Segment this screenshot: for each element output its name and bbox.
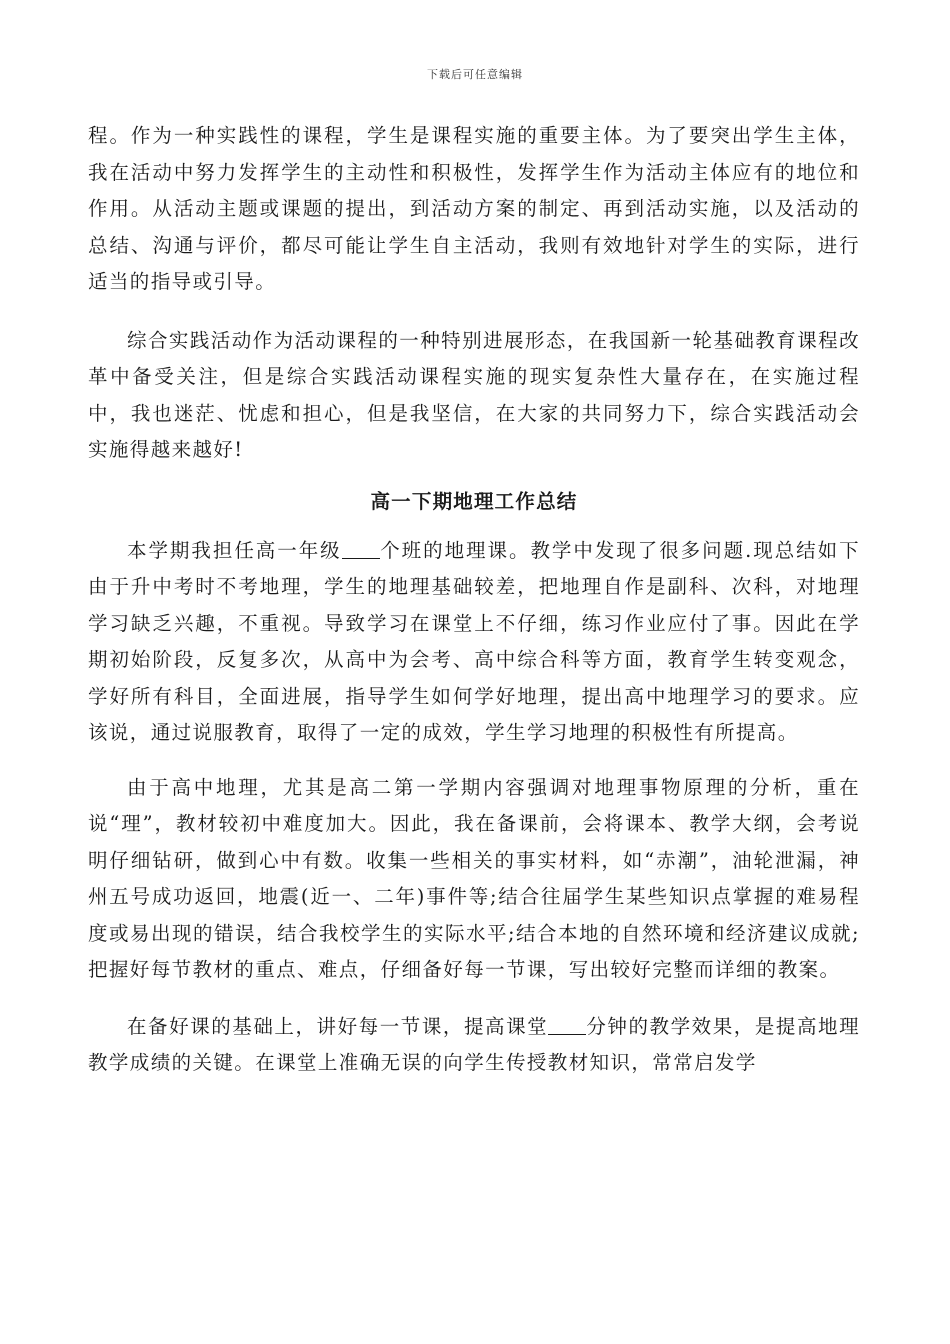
paragraph-continuation: 程。作为一种实践性的课程，学生是课程实施的重要主体。为了要突出学生主体，我在活动中努力发挥学生的主动性和积极性，发挥学生作为活动主体应有的地位和作用。从活动主题或课题的提出，到活动方案的制定、再到活动实施，以及活动的总结、沟通与评价，都尽可能让学生自主活动，我则有效地针对学生的实际，进行适当的指导或引导。 <box>88 124 860 293</box>
page-header-note: 下载后可任意编辑 <box>427 68 523 81</box>
paragraph-text-part: 个班的地理课。教学中发现了很多问题.现总结如下 由于升中考时不考地理，学生的地理基础较差，把地理自作是副科、次科，对地理学习缺乏兴趣，不重视。导致学习在课堂上不仔细，练习作业应付了事。因此在学期初始阶段，反复多次，从高中为会考、高中综合科等方面，教育学生转变观念，学好所有科目，全面进展，指导学生如何学好地理，提出高中地理学习的要求。应该说，通过说服教育，取得了一定的成效，学生学习地理的积极性有所提高。 <box>88 538 860 744</box>
document-body <box>88 118 860 1082</box>
fill-in-blank <box>342 538 380 559</box>
paragraph-practice-summary: 综合实践活动作为活动课程的一种特别进展形态，在我国新一轮基础教育课程改革中备受关注，但是综合实践活动课程实施的现实复杂性大量存在，在实施过程中，我也迷茫、忧虑和担心，但是我坚信，在大家的共同努力下，综合实践活动会实施得越来越好! <box>88 328 860 461</box>
paragraph-text-part: 本学期我担任高一年级 <box>127 538 342 562</box>
section-title: 高一下期地理工作总结 <box>370 489 578 513</box>
paragraph-lesson-preparation: 由于高中地理，尤其是高二第一学期内容强调对地理事物原理的分析，重在说“理”，教材较初中难度加大。因此，我在备课前，会将课本、教学大纲，会考说明仔细钻研，做到心中有数。收集一些相关的事实材料，如“赤潮”，油轮泄漏，神州五号成功返回，地震(近一、二年)事件等;结合往届学生某些知识点掌握的难易程度或易出现的错误，结合我校学生的实际水平;结合本地的自然环境和经济建议成就;把握好每节教材的重点、难点，仔细备好每一节课，写出较好完整而详细的教案。 <box>88 775 860 981</box>
paragraph-classroom-teaching <box>88 1009 860 1082</box>
paragraph-text-part: 分钟的教学效果，是提高地理教学成绩的关键。在课堂上准确无误的向学生传授教材知识，常常启发学 <box>88 1014 860 1074</box>
fill-in-blank <box>548 1014 586 1035</box>
paragraph-text-part: 在备好课的基础上，讲好每一节课，提高课堂 <box>127 1014 549 1038</box>
paragraph-geography-intro <box>88 533 860 752</box>
